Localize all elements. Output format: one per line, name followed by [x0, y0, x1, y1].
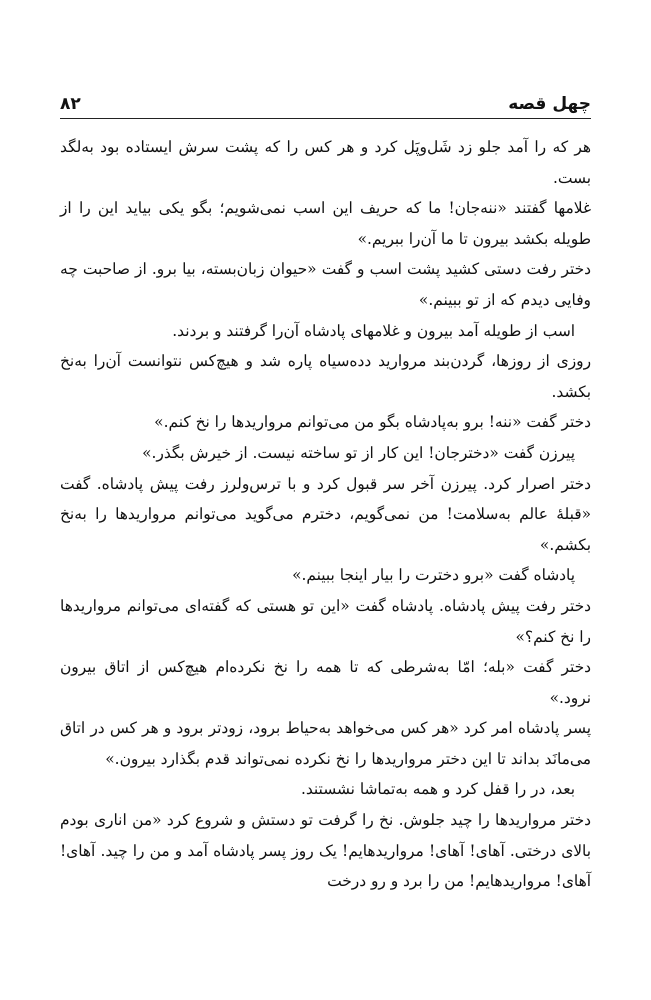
book-title: چهل قصه	[508, 94, 591, 114]
paragraph: دختر مرواریدها را چید جلوش. نخ را گرفت تو دستش و شروع کرد «من اناری بودم بالای درختی. آهای! آهای! مرواریدهایم! یک روز پسر پادشاه آمد و من را چید. آهای! آهای! مرواریدهایم! من را برد و رو درخت	[60, 811, 591, 891]
paragraph: غلامها گفتند «ننه‌جان! ما که حریف این اسب نمی‌شویم؛ بگو یکی بیاید این را از طویله بکشد بیرون تا ما آن‌را ببریم.»	[60, 199, 591, 248]
paragraph: بعد، در را قفل کرد و همه به‌تماشا نشستند.	[300, 780, 575, 799]
paragraph: پادشاه گفت «برو دخترت را بیار اینجا ببینم.»	[292, 566, 575, 585]
paragraph: دختر اصرار کرد. پیرزن آخر سر قبول کرد و با ترس‌ولرز رفت پیش پادشاه. گفت «قبلهٔ عالم به‌سلامت! من نمی‌گویم، دخترم می‌گوید می‌توانم مرواریدها را به‌نخ بکشم.»	[60, 474, 591, 554]
page-number: ۸۲	[60, 94, 81, 114]
paragraph: پیرزن گفت «دخترجان! این کار از تو ساخته نیست. از خیرش بگذر.»	[142, 443, 575, 462]
paragraph: روزی از روزها، گردن‌بند مروارید دده‌سیاه پاره شد و هیچ‌کس نتوانست آن‌را به‌نخ بکشد.	[60, 352, 591, 401]
page-header	[60, 84, 591, 119]
paragraph: دختر رفت دستی کشید پشت اسب و گفت «حیوان زبان‌بسته، بیا برو. از صاحبت چه وفایی دیدم که از تو ببینم.»	[60, 260, 591, 309]
paragraph: اسب از طویله آمد بیرون و غلامهای پادشاه آن‌را گرفتند و بردند.	[172, 321, 575, 340]
body-text	[60, 132, 591, 930]
paragraph: هر که را آمد جلو زد شَل‌وپَل کرد و هر کس را که پشت سرش ایستاده بود به‌لگد بست.	[60, 138, 591, 187]
paragraph: دختر رفت پیش پادشاه. پادشاه گفت «این تو هستی که گفته‌ای می‌توانم مرواریدها را نخ کنم؟»	[60, 596, 591, 646]
paragraph: دختر گفت «بله؛ امّا به‌شرطی که تا همه را نخ نکرده‌ام هیچ‌کس از اتاق بیرون نرود.»	[60, 658, 591, 707]
paragraph: دختر گفت «ننه! برو به‌پادشاه بگو من می‌توانم مرواریدها را نخ کنم.»	[154, 413, 591, 432]
paragraph: پسر پادشاه امر کرد «هر کس می‌خواهد به‌حیاط برود، زودتر برود و هر کس در اتاق می‌مانَد بداند تا این دختر مرواریدها را نخ نکرده نمی‌تواند قدم بگذارد بیرون.»	[60, 719, 591, 768]
